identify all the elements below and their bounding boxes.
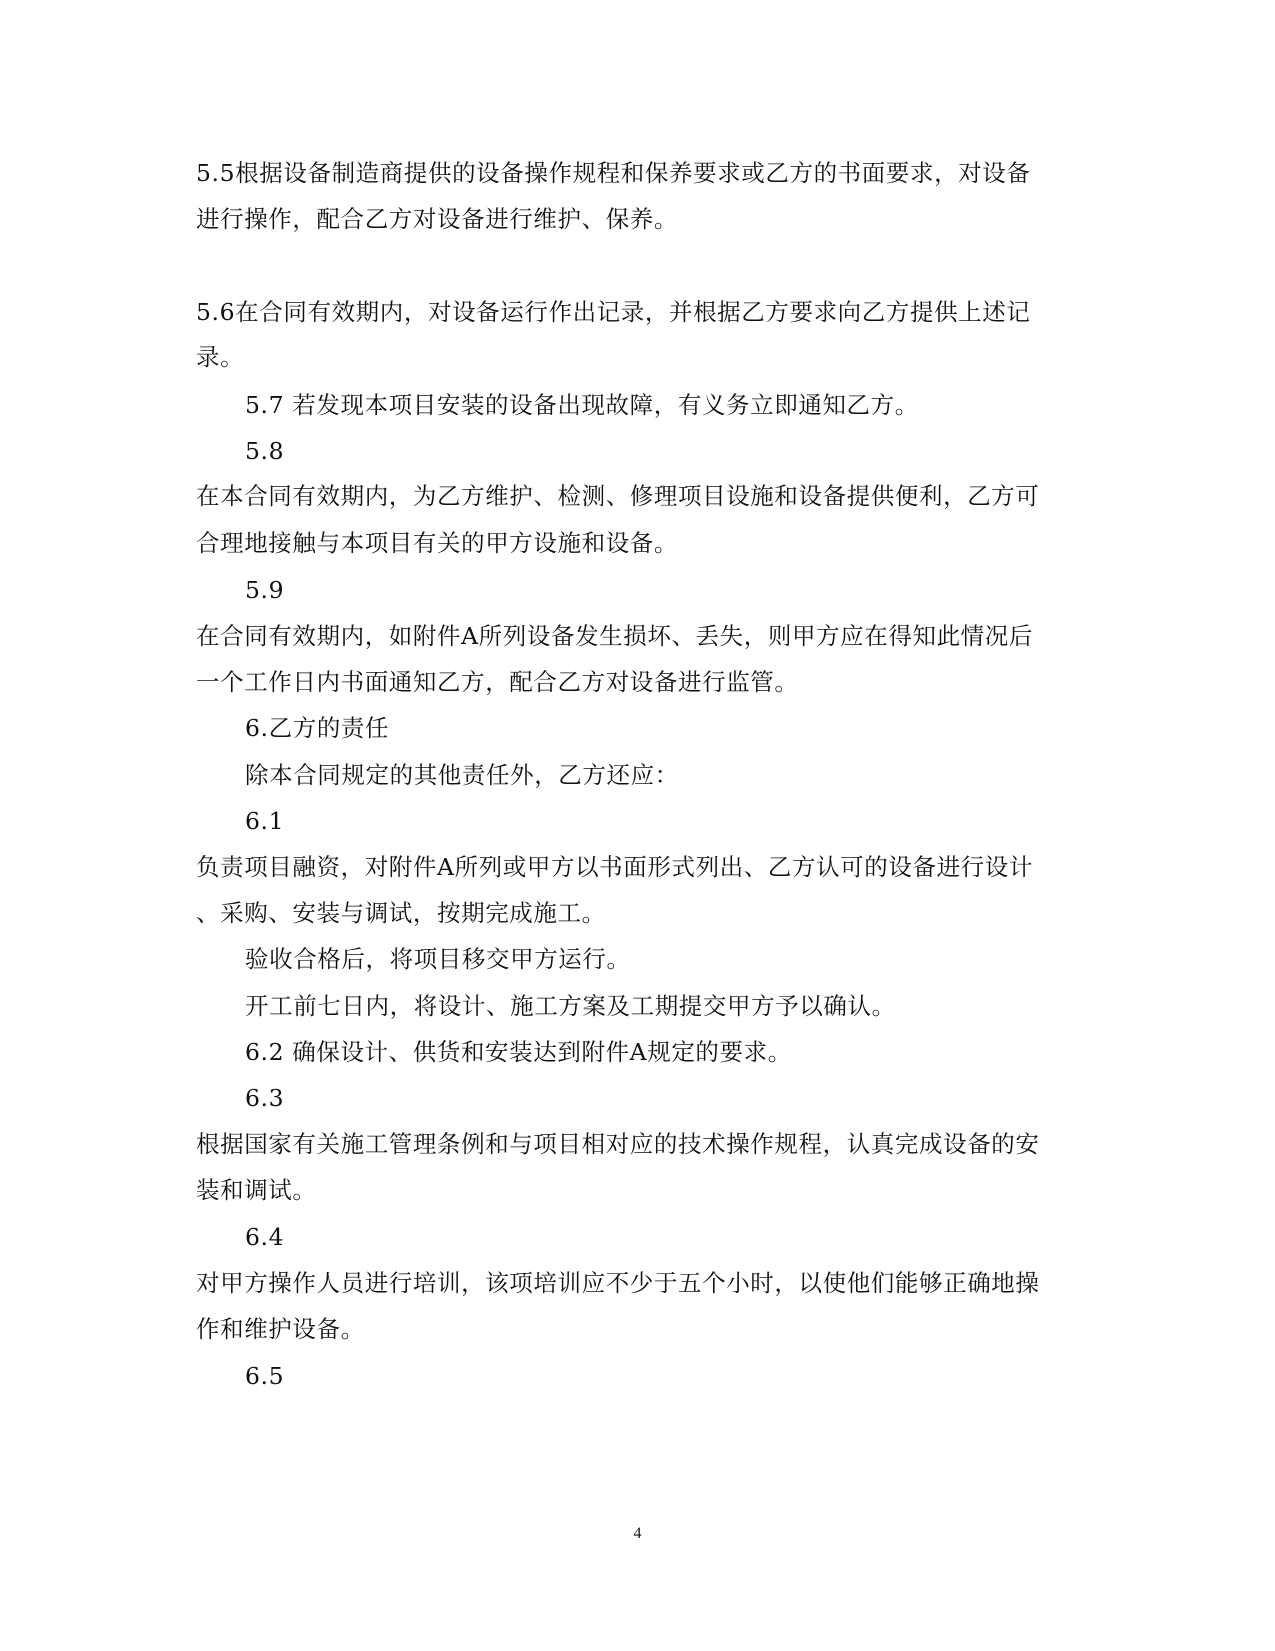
clause-6-2: 6.2 确保设计、供货和安装达到附件A规定的要求。	[245, 1038, 792, 1066]
clause-6-1-line-1: 负责项目融资，对附件A所列或甲方以书面形式列出、乙方认可的设备进行设计	[196, 853, 1033, 881]
clause-5-5-line-2: 进行操作，配合乙方对设备进行维护、保养。	[196, 205, 678, 233]
page-number: 4	[633, 1525, 642, 1542]
clause-6-4-line-1: 对甲方操作人员进行培训，该项培训应不少于五个小时，以使他们能够正确地操	[196, 1269, 1040, 1297]
clause-5-8-number: 5.8	[245, 437, 285, 465]
section-6-heading: 6.乙方的责任	[245, 714, 390, 742]
clause-5-8-line-1: 在本合同有效期内，为乙方维护、检测、修理项目设施和设备提供便利，乙方可	[196, 482, 1040, 510]
clause-6-5-number: 6.5	[245, 1362, 285, 1390]
clause-6-1-line-4: 开工前七日内，将设计、施工方案及工期提交甲方予以确认。	[245, 992, 896, 1020]
clause-5-6-line-1: 5.6在合同有效期内，对设备运行作出记录，并根据乙方要求向乙方提供上述记	[196, 298, 1031, 326]
clause-5-6-line-2: 录。	[196, 343, 245, 371]
section-6-intro: 除本合同规定的其他责任外，乙方还应：	[245, 761, 679, 789]
clause-5-7: 5.7 若发现本项目安装的设备出现故障，有义务立即通知乙方。	[245, 391, 919, 419]
clause-6-1-line-2: 、采购、安装与调试，按期完成施工。	[196, 899, 606, 927]
clause-6-4-number: 6.4	[245, 1223, 285, 1251]
clause-6-3-number: 6.3	[245, 1084, 285, 1112]
clause-5-5-line-1: 5.5根据设备制造商提供的设备操作规程和保养要求或乙方的书面要求，对设备	[196, 159, 1031, 187]
clause-6-3-line-2: 装和调试。	[196, 1176, 317, 1204]
clause-5-9-line-2: 一个工作日内书面通知乙方，配合乙方对设备进行监管。	[196, 668, 799, 696]
clause-5-9-line-1: 在合同有效期内，如附件A所列设备发生损坏、丢失，则甲方应在得知此情况后	[196, 622, 1033, 650]
clause-6-3-line-1: 根据国家有关施工管理条例和与项目相对应的技术操作规程，认真完成设备的安	[196, 1130, 1040, 1158]
clause-5-8-line-2: 合理地接触与本项目有关的甲方设施和设备。	[196, 529, 678, 557]
clause-5-9-number: 5.9	[245, 576, 285, 604]
clause-6-4-line-2: 作和维护设备。	[196, 1315, 365, 1343]
clause-6-1-line-3: 验收合格后，将项目移交甲方运行。	[245, 945, 631, 973]
clause-6-1-number: 6.1	[245, 807, 285, 835]
